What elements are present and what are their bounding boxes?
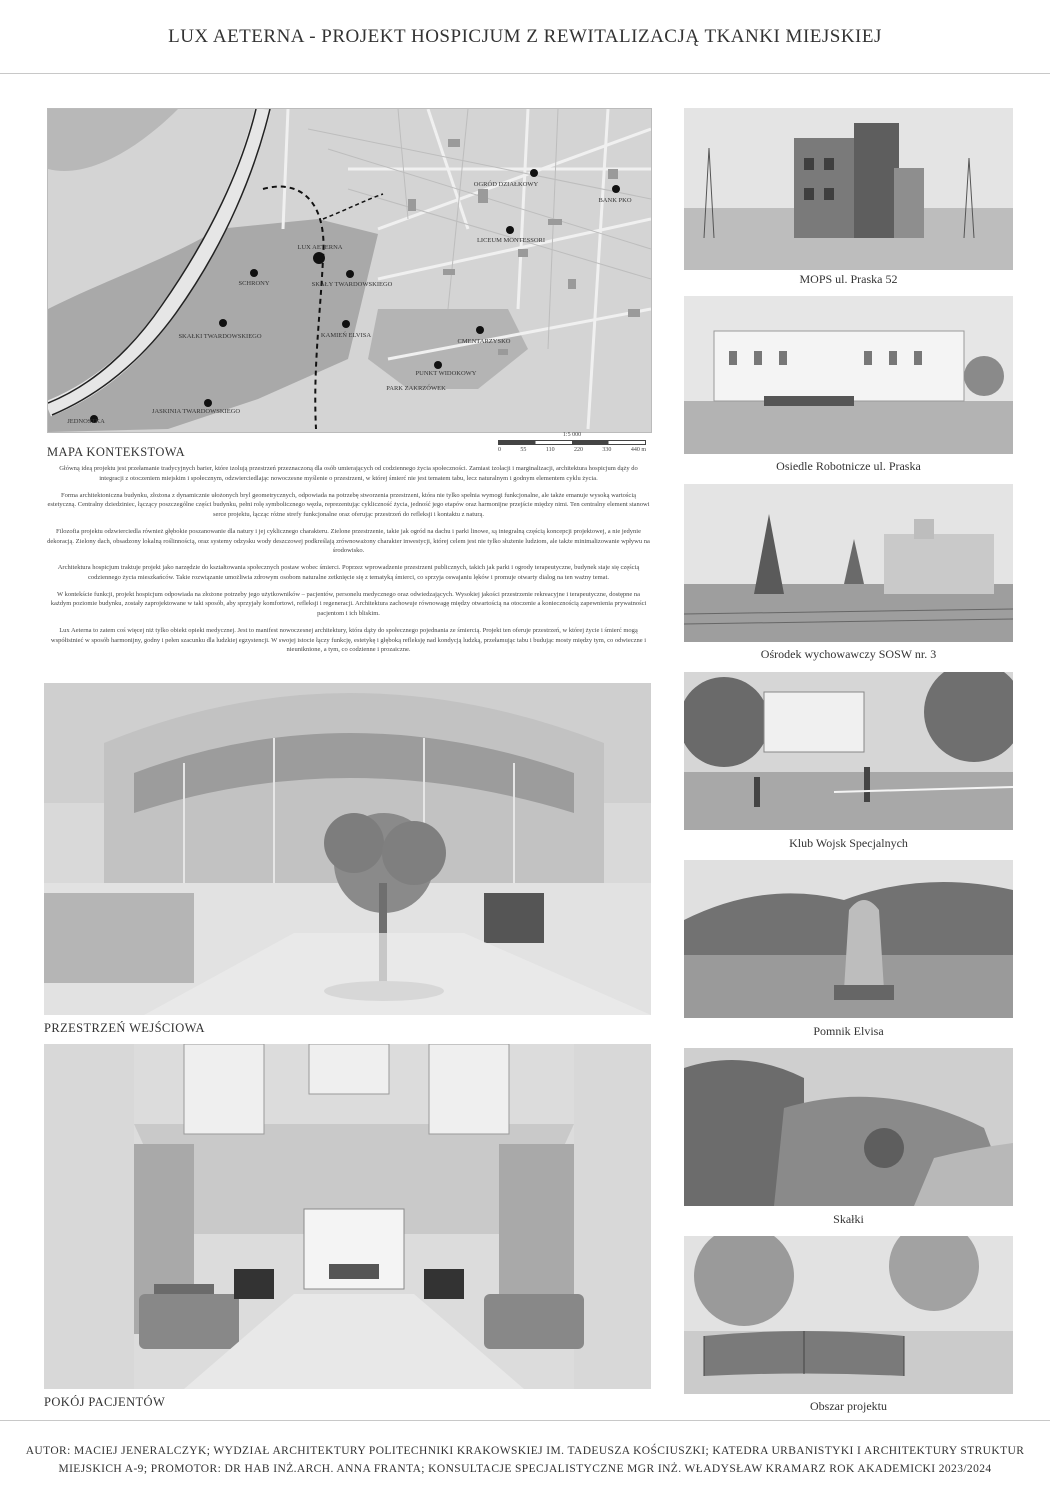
map-label-park: PARK ZAKRZÓWEK: [386, 385, 446, 392]
render-patient-room[interactable]: [44, 1044, 651, 1389]
render-patient-room-label: POKÓJ PACJENTÓW: [44, 1395, 166, 1409]
poster-title: LUX AETERNA - PROJEKT HOSPICJUM Z REWITALIZACJĄ TKANKI MIEJSKIEJ: [168, 26, 882, 47]
photo-rocks[interactable]: [684, 1048, 1013, 1206]
photo-elvis-monument[interactable]: [684, 860, 1013, 1018]
map-label-cave: JASKINIA TWARDOWSKIEGO: [151, 408, 241, 415]
map-label-twardowski-rocklets: SKAŁKI TWARDOWSKIEGO: [178, 333, 262, 340]
map-label-unit: JEDNOSTKA: [67, 418, 105, 425]
render-entrance-label: PRZESTRZEŃ WEJŚCIOWA: [44, 1021, 205, 1035]
photo-project-area[interactable]: [684, 1236, 1013, 1394]
photo-education-center[interactable]: [684, 484, 1013, 642]
description-paragraph: Główną ideą projektu jest przełamanie tradycyjnych barier, które izolują przestrzeń przeznaczoną dla osób umierających od codziennego życia społeczności. Zamiast izolacji i marginalizacji, architektura hospicjum dąży do integracji z otoczeniem miejskim i społecznym, odzwierciedlając nowoczesne myślenie o przestrzeni, w której śmierć nie jest tematem tabu, lecz naturalnym i godnym elementem cyklu życia.: [59, 465, 638, 482]
scale-tick: 0: [498, 447, 501, 453]
scale-bar-graphic: [498, 440, 646, 445]
render-entrance-hall[interactable]: [44, 683, 651, 1015]
description-paragraph: W kontekście funkcji, projekt hospicjum odpowiada na złożone potrzeby jego użytkowników – pacjentów, personelu medycznego oraz odwiedzających. Wysokiej jakości przestrzenie rekreacyjne i terapeutyczne, dostępne na każdym poziomie budynku, zostały zaprojektowane w taki sposób, aby sprzyjały komfortowi, refleksji i regeneracji. Architektura zachowuje równowagę między otwartością na otoczenie a koniecznością zapewnienia prywatności pacjentom i ich bliskim.: [50, 590, 647, 617]
patient-room-image: [44, 1044, 651, 1389]
caption-project-area: Obszar projektu: [810, 1399, 887, 1413]
scale-title: 1:5 000: [562, 432, 582, 438]
scale-tick: 55: [520, 447, 527, 453]
scale-tick: 220: [574, 447, 583, 453]
caption-workers-estate: Osiedle Robotnicze ul. Praska: [776, 459, 921, 473]
description-paragraph: Forma architektoniczna budynku, złożona z dynamicznie ułożonych bryl geometrycznych, odpowiada na potrzebę stworzenia przestrzeni, która nie tylko spełnia wymogi funkcjonalne, ale także emanuje wysoką wartością estetyczną. Centralny dziedziniec, łączący poszczególne części budynku, pełni rolę symbolicznego węzła, reprezentując cykliczność życia, jedność jego etapów oraz harmonijne przejście między nimi. Ten centralny element stanowi serce projektu, łącząc różne strefy funkcjonalne oraz oferując przestrzeń do refleksji i kontaktu z naturą.: [47, 491, 650, 518]
entrance-hall-image: [44, 683, 651, 1015]
credits-line-1: AUTOR: MACIEJ JENERALCZYK; WYDZIAŁ ARCHITEKTURY POLITECHNIKI KRAKOWSKIEJ IM. TADEUSZA KOŚCIUSZKI; KATEDRA URBANISTYKI I ARCHITEKTURY STRUKTUR: [25, 1445, 1025, 1457]
description-paragraph: Architektura hospicjum traktuje projekt jako narzędzie do kształtowania społecznych postaw wobec śmierci. Poprzez wprowadzenie przestrzeni publicznych, takich jak parki i ogrody terapeutyczne, budynek staje się częścią codziennego życia mieszkańców. Takie rozwiązanie umożliwia zdrowym osobom naturalne zetknięcie się z tematyką śmierci, co sprzyja oswajaniu lęków i promuje otwarty dialog na ten ważny temat.: [57, 564, 640, 581]
credits-footer: [0, 1443, 1050, 1479]
map-label-garden: OGRÓD DZIAŁKOWY: [473, 181, 539, 188]
map-scale-bar: [498, 432, 646, 453]
map-graphic: [48, 109, 651, 432]
photo-mops[interactable]: [684, 108, 1013, 270]
description-paragraph: Filozofia projektu odzwierciedla również głębokie poszanowanie dla natury i jej cyklicznego charakteru. Zielone przestrzenie, takie jak ogród na dachu i parki linowe, są integralną częścią koncepcji projektowej, a nie jedynie dekoracją. Zielony dach, obsadzony lokalną roślinnością, oraz systemy odzysku wody deszczowej podkreślają zrównoważony charakter inwestycji, której celem jest nie tylko służenie ludziom, ale także minimalizowanie wpływu na środowisko.: [47, 527, 650, 555]
caption-education-center: Ośrodek wychowawczy SOSW nr. 3: [760, 647, 937, 661]
map-label-shelters: SCHRONY: [238, 280, 270, 287]
education-center-photo-image: [684, 484, 1013, 642]
map-label-cemetery: CMENTARZYSKO: [457, 338, 511, 345]
elvis-monument-photo-image: [684, 860, 1013, 1018]
credits-line-2: MIEJSKICH A-9; PROMOTOR: DR HAB INŻ.ARCH. ANNA FRANTA; KONSULTACJE SPECJALISTYCZNE MGR INŻ. WŁADYSŁAW KRAMARZ ROK AKADEMICKI 2023/2024: [58, 1462, 992, 1475]
caption-elvis-monument: Pomnik Elvisa: [813, 1024, 884, 1038]
caption-special-forces-club: Klub Wojsk Specjalnych: [789, 836, 908, 850]
mops-photo-image: [684, 108, 1013, 270]
header-divider: [0, 73, 1050, 74]
scale-tick: 110: [545, 447, 555, 453]
workers-estate-photo-image: [684, 296, 1013, 454]
context-map[interactable]: [47, 108, 652, 433]
map-label-twardowski-rocks: SKAŁY TWARDOWSKIEGO: [311, 281, 393, 288]
caption-rocks: Skałki: [833, 1212, 864, 1226]
special-forces-club-photo-image: [684, 672, 1013, 830]
map-label-viewpoint: PUNKT WIDOKOWY: [415, 370, 477, 377]
caption-mops: MOPS ul. Praska 52: [799, 272, 898, 286]
photo-workers-estate[interactable]: [684, 296, 1013, 454]
project-description: [47, 464, 650, 662]
rocks-photo-image: [684, 1048, 1013, 1206]
photo-special-forces-club[interactable]: [684, 672, 1013, 830]
project-area-photo-image: [684, 1236, 1013, 1394]
map-label-elvis-stone: KAMIEŃ ELVISA: [320, 332, 372, 339]
map-label-lux-aeterna: LUX AETERNA: [297, 244, 343, 251]
footer-divider: [0, 1420, 1050, 1421]
map-section-label: MAPA KONTEKSTOWA: [47, 445, 186, 459]
map-label-bank: BANK PKO: [598, 197, 632, 204]
description-paragraph: Lux Aeterna to zatem coś więcej niż tylko obiekt opieki medycznej. Jest to manifest nowoczesnej architektury, która dąży do społecznego pojednania ze śmiercią. Projekt ten oferuje przestrzeń, w której życie i śmierć mogą współistnieć w sposób harmonijny, godny i pełen szacunku dla ludzkiej egzystencji. W swojej istocie łączy funkcję, estetykę i głęboką refleksję nad kondycją ludzką, przełamując tabu i budując mosty między tym, co odwieczne i nieuniknione, a tym, co codzienne i prozaiczne.: [50, 626, 647, 654]
scale-tick: 330: [602, 447, 612, 453]
map-label-school: LICEUM MONTESSORI: [476, 237, 546, 244]
scale-tick: 440 m: [630, 447, 646, 453]
